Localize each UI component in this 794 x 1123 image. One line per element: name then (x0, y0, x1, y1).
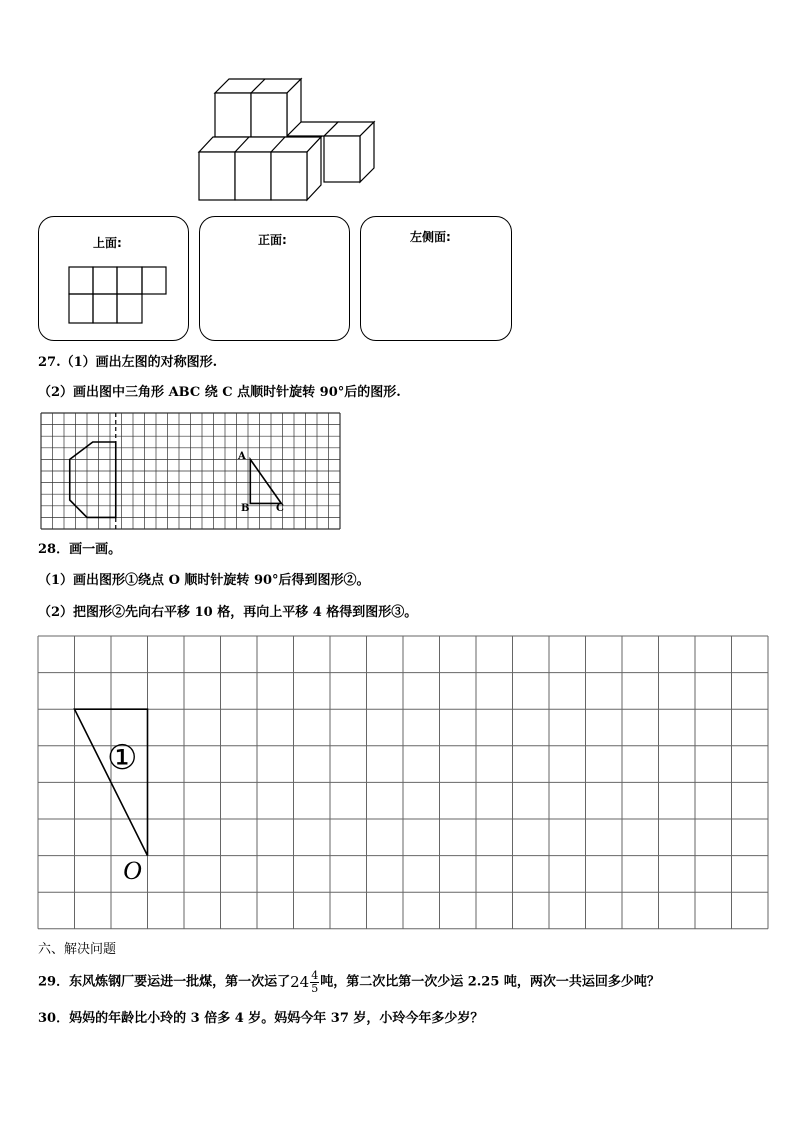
q29-line (38, 968, 660, 997)
q28-line1: 28．画一画。 (38, 542, 122, 557)
section6-heading: 六、解决问题 (38, 942, 117, 957)
shape-one-label: ① (107, 738, 138, 778)
q27-line2: （2）画出图中三角形 ABC 绕 C 点顺时针旋转 90°后的图形. (38, 385, 401, 400)
q29-fraction (310, 970, 319, 995)
left-view-label: 左侧面: (410, 230, 451, 244)
point-o-label: O (123, 856, 142, 885)
q29-numerator: 4 (311, 968, 319, 982)
point-a-label: A (238, 451, 246, 462)
q29-whole: 24 (290, 973, 310, 991)
point-c-label: C (276, 503, 284, 514)
top-view-label: 上面: (93, 236, 122, 250)
front-view-label: 正面: (258, 233, 287, 247)
q29-after: 吨，第二次比第一次少运 2.25 吨，两次一共运回多少吨？ (320, 974, 660, 990)
q29-denominator: 5 (311, 981, 319, 995)
point-b-label: B (241, 503, 250, 514)
q27-line1: 27.（1）画出左图的对称图形. (38, 355, 218, 370)
q30-line: 30．妈妈的年龄比小玲的 3 倍多 4 岁。妈妈今年 37 岁，小玲今年多少岁？ (38, 1011, 484, 1026)
q28-line3: （2）把图形②先向右平移 10 格，再向上平移 4 格得到图形③。 (38, 605, 418, 620)
q29-before: 29．东风炼钢厂要运进一批煤，第一次运了 (38, 974, 291, 990)
q28-line2: （1）画出图形①绕点 O 顺时针旋转 90°后得到图形②。 (38, 573, 370, 588)
